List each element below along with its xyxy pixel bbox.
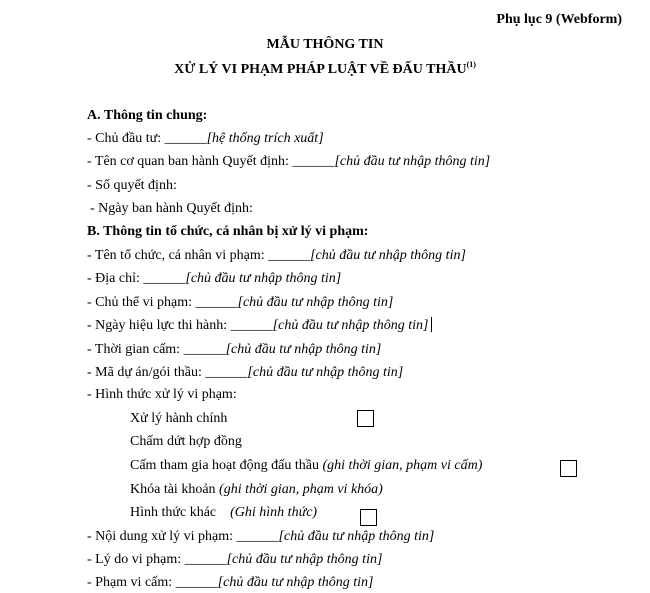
option-terminate-contract: Chấm dứt hợp đồng	[130, 434, 242, 449]
field-hint: [chủ đầu tư nhập thông tin]	[310, 248, 466, 263]
option-label: Cấm tham gia hoạt động đấu thầu	[130, 458, 323, 473]
option-bidding-ban	[130, 457, 482, 475]
effective-date-field[interactable]	[87, 317, 432, 335]
field-hint: [chủ đầu tư nhập thông tin]	[225, 342, 382, 357]
investor-hint: [hệ thống trích xuất]	[206, 131, 324, 146]
agency-label: - Tên cơ quan ban hành Quyết định: ______	[87, 154, 335, 169]
project-code-field	[87, 364, 403, 382]
document-title: MẪU THÔNG TIN	[266, 37, 384, 52]
field-hint: [chủ đầu tư nhập thông tin]	[272, 318, 429, 333]
field-hint: [chủ đầu tư nhập thông tin]	[226, 552, 383, 567]
ban-duration-field	[87, 341, 381, 359]
violating-subject-field	[87, 294, 393, 312]
bidding-ban-checkbox[interactable]	[560, 460, 577, 477]
decision-number-field: - Số quyết định:	[87, 178, 177, 193]
text-cursor	[431, 317, 432, 332]
field-hint: [chủ đầu tư nhập thông tin]	[237, 295, 394, 310]
appendix-label: Phụ lục 9 (Webform)	[496, 12, 622, 27]
option-other	[130, 504, 317, 522]
field-hint: [chủ đầu tư nhập thông tin]	[247, 365, 404, 380]
option-administrative: Xử lý hành chính	[130, 411, 228, 426]
option-label: Khóa tài khoản	[130, 482, 220, 497]
field-label: - Ngày hiệu lực thi hành: ______	[87, 318, 273, 333]
field-label: - Nội dung xử lý vi phạm: ______	[87, 529, 279, 544]
administrative-checkbox[interactable]	[357, 410, 374, 427]
violator-name-field	[87, 247, 466, 265]
option-account-lock	[130, 481, 383, 499]
field-label: - Thời gian cấm: ______	[87, 342, 226, 357]
investor-field	[87, 130, 324, 148]
agency-hint: [chủ đầu tư nhập thông tin]	[334, 154, 491, 169]
decision-date-field: - Ngày ban hành Quyết định:	[90, 201, 253, 216]
option-label: Hình thức khác	[130, 505, 217, 520]
section-a-heading: A. Thông tin chung:	[87, 108, 208, 123]
other-form-checkbox[interactable]	[360, 509, 377, 526]
document-subtitle	[0, 60, 650, 78]
field-label: - Lý do vi phạm: ______	[87, 552, 227, 567]
investor-label: - Chủ đầu tư: ______	[87, 131, 207, 146]
field-hint: [chủ đầu tư nhập thông tin]	[185, 271, 342, 286]
field-label: - Phạm vi cấm: ______	[87, 575, 218, 590]
field-label: - Tên tổ chức, cá nhân vi phạm: ______	[87, 248, 311, 263]
violation-reason-field	[87, 551, 382, 569]
field-label: - Chủ thể vi phạm: ______	[87, 295, 238, 310]
section-b-heading: B. Thông tin tổ chức, cá nhân bị xử lý vi phạm:	[87, 224, 369, 239]
agency-field	[87, 153, 490, 171]
handling-content-field	[87, 528, 434, 546]
field-label: - Mã dự án/gói thầu: ______	[87, 365, 248, 380]
ban-scope-field	[87, 574, 373, 592]
field-hint: [chủ đầu tư nhập thông tin]	[217, 575, 374, 590]
footnote-marker: (1)	[466, 60, 476, 69]
option-hint: (ghi thời gian, phạm vi khóa)	[219, 482, 383, 497]
handling-form-label: - Hình thức xử lý vi phạm:	[87, 387, 237, 402]
field-label: - Địa chỉ: ______	[87, 271, 186, 286]
option-hint: (ghi thời gian, phạm vi cấm)	[322, 458, 483, 473]
option-hint: (Ghi hình thức)	[230, 505, 318, 520]
subtitle-text: XỬ LÝ VI PHẠM PHÁP LUẬT VỀ ĐẤU THẦU	[174, 62, 467, 77]
address-field	[87, 270, 341, 288]
field-hint: [chủ đầu tư nhập thông tin]	[278, 529, 435, 544]
